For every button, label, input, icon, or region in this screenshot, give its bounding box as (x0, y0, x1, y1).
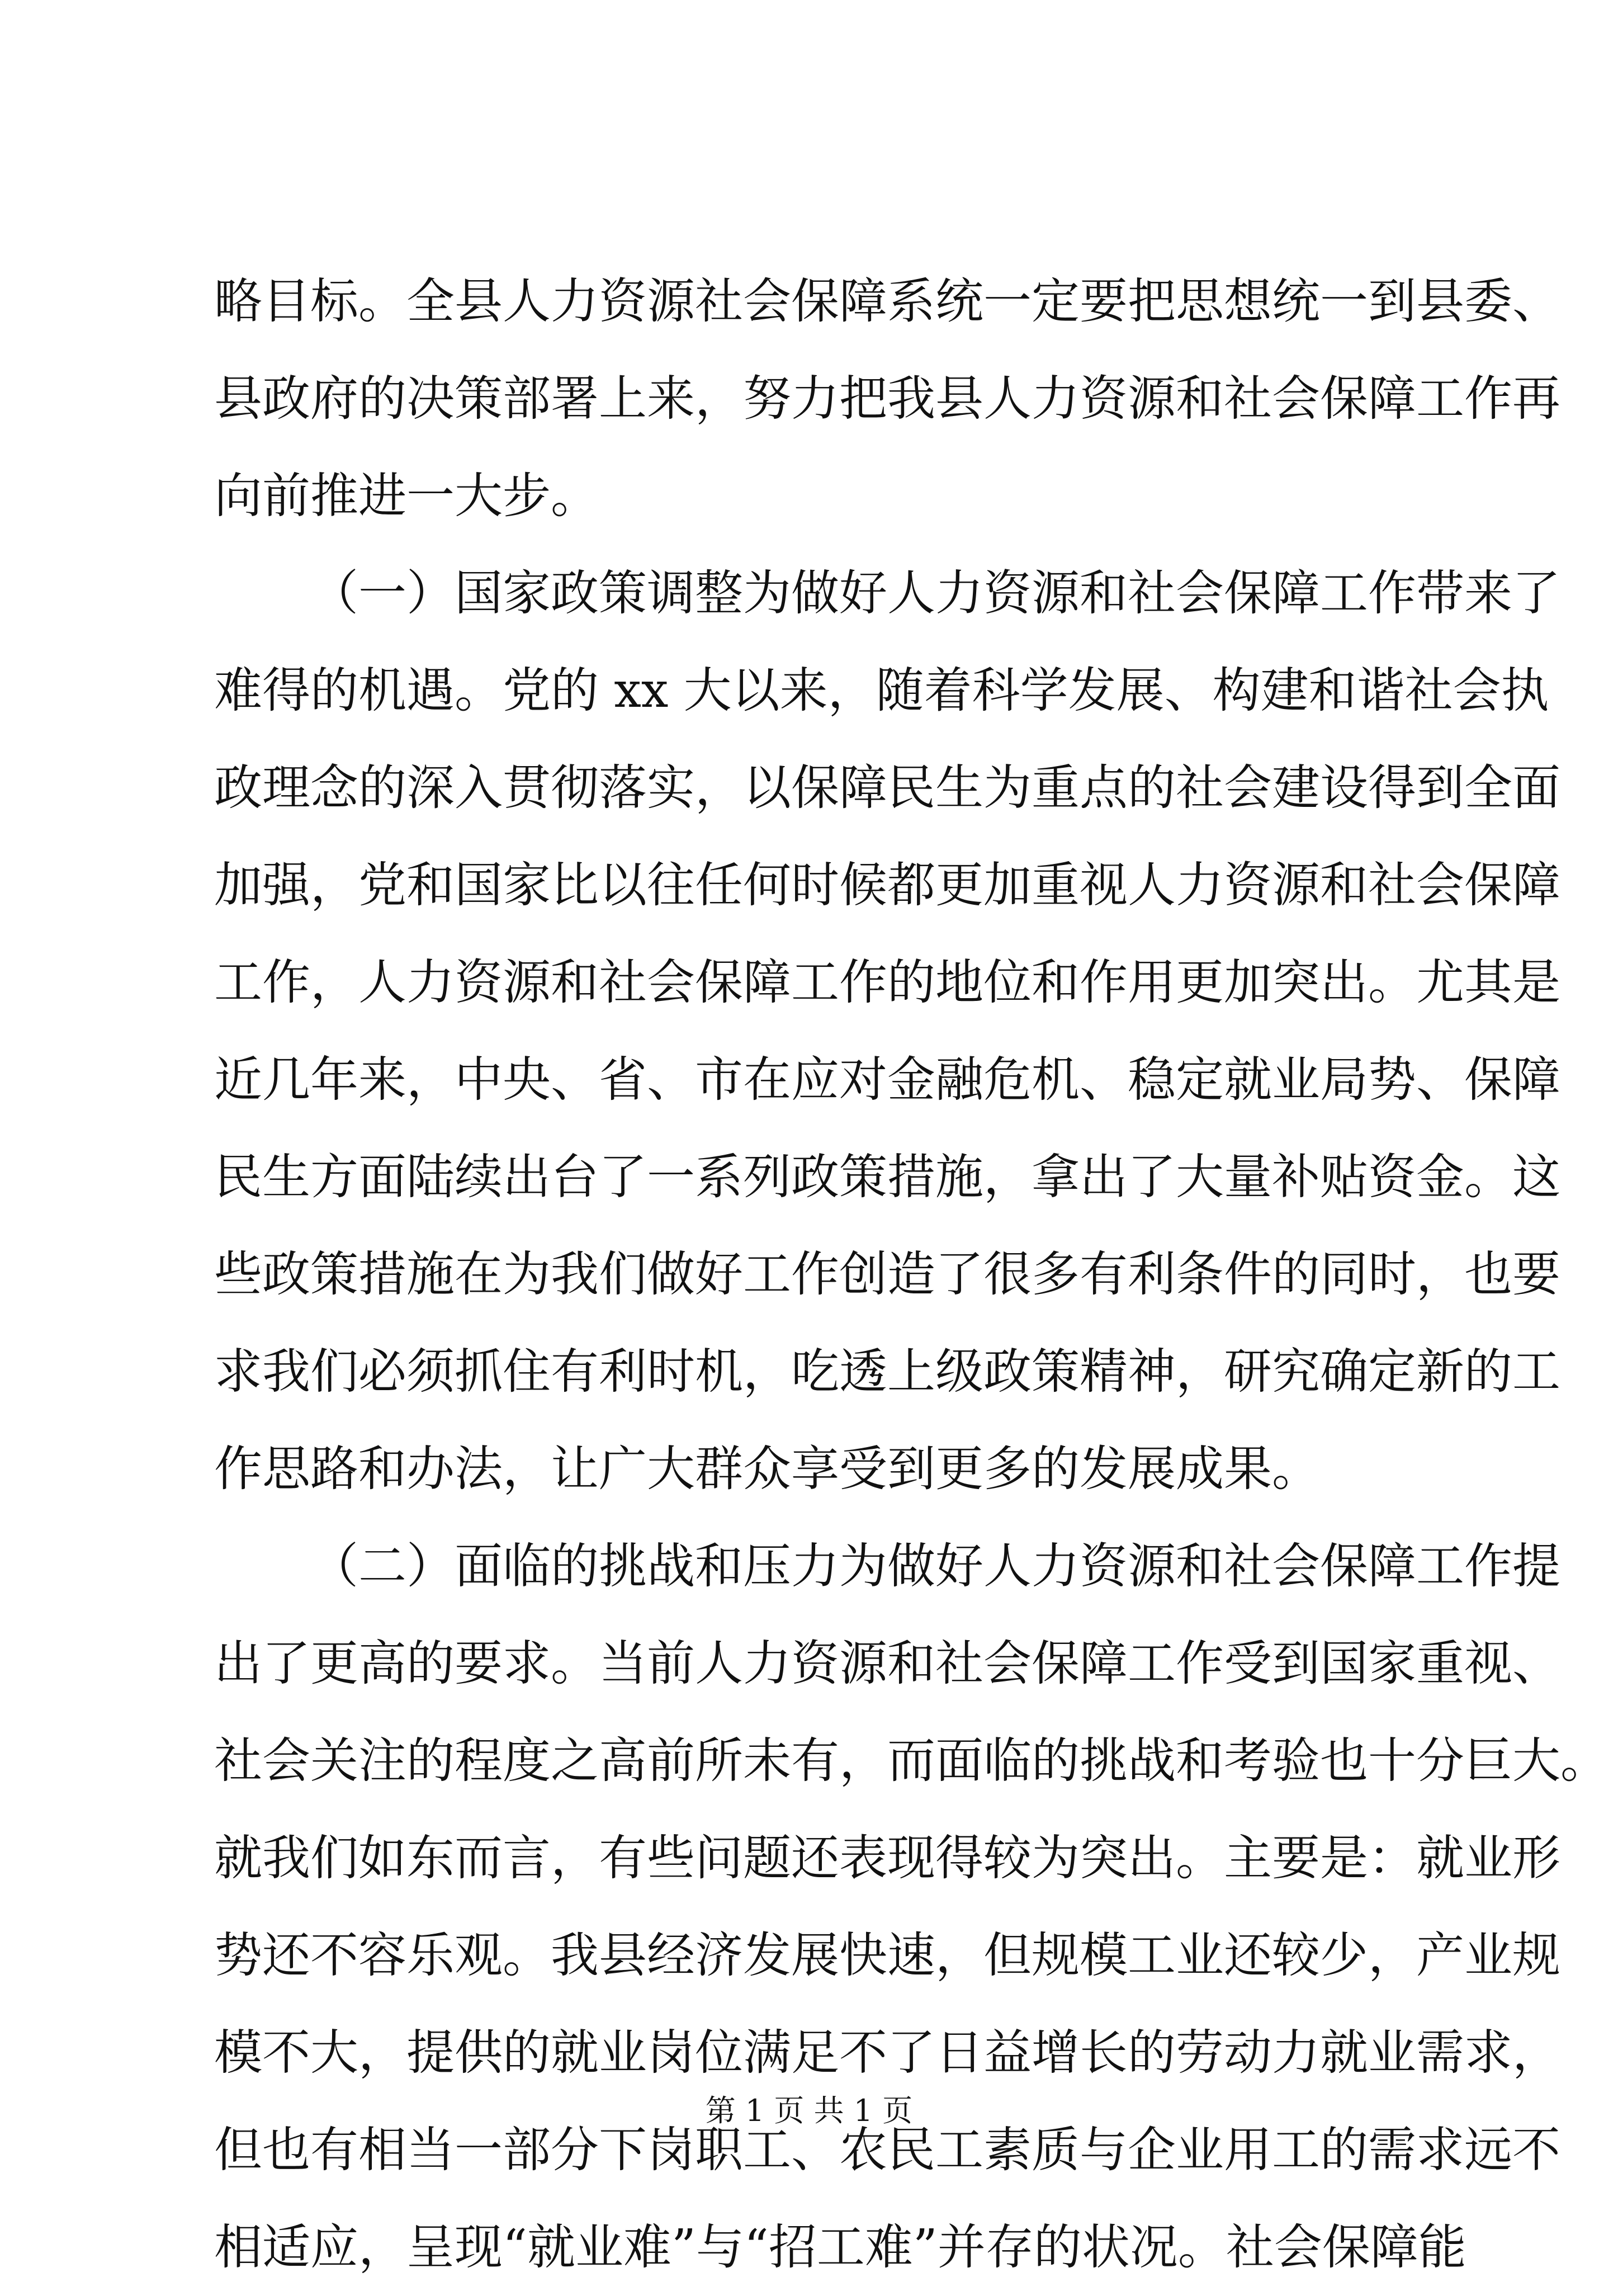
text-line: 工作，人力资源和社会保障工作的地位和作用更加突出。尤其是 (214, 955, 1560, 1010)
text-line: 社会关注的程度之高前所未有，而面临的挑战和考验也十分巨大。 (214, 1733, 1608, 1789)
text-line: 但也有相当一部分下岗职工、农民工素质与企业用工的需求远不 (214, 2122, 1560, 2178)
text-line: 作思路和办法，让广大群众享受到更多的发展成果。 (214, 1441, 1320, 1497)
page-footer: 第 1 页 共 1 页 (705, 2093, 913, 2128)
text-line: 政理念的深入贯彻落实，以保障民生为重点的社会建设得到全面 (214, 760, 1560, 816)
text-line: 难得的机遇。党的 xx 大以来，随着科学发展、构建和谐社会执 (214, 663, 1549, 719)
text-line: 势还不容乐观。我县经济发展快速，但规模工业还较少，产业规 (214, 1927, 1560, 1983)
text-line: 模不大，提供的就业岗位满足不了日益增长的劳动力就业需求， (214, 2025, 1560, 2081)
text-line: 民生方面陆续出台了一系列政策措施，拿出了大量补贴资金。这 (214, 1149, 1560, 1205)
text-line: 近几年来，中央、省、市在应对金融危机、稳定就业局势、保障 (214, 1052, 1560, 1108)
text-line: 就我们如东而言，有些问题还表现得较为突出。主要是：就业形 (214, 1830, 1560, 1886)
text-line: 略目标。全县人力资源社会保障系统一定要把思想统一到县委、 (214, 273, 1560, 329)
paragraph-heading-line: （二）面临的挑战和压力为做好人力资源和社会保障工作提 (310, 1538, 1560, 1594)
document-body (214, 253, 1608, 2296)
paragraph-heading-line: （一）国家政策调整为做好人力资源和社会保障工作带来了 (310, 565, 1560, 621)
text-line: 相适应，呈现“就业难”与“招工难”并存的状况。社会保障能 (214, 2219, 1466, 2275)
text-line: 加强，党和国家比以往任何时候都更加重视人力资源和社会保障 (214, 857, 1560, 913)
text-line: 向前推进一大步。 (214, 468, 599, 524)
text-line: 些政策措施在为我们做好工作创造了很多有利条件的同时，也要 (214, 1246, 1560, 1302)
text-line: 出了更高的要求。当前人力资源和社会保障工作受到国家重视、 (214, 1636, 1560, 1692)
text-line: 县政府的决策部署上来，努力把我县人力资源和社会保障工作再 (214, 371, 1560, 427)
text-line: 求我们必须抓住有利时机，吃透上级政策精神，研究确定新的工 (214, 1344, 1560, 1400)
